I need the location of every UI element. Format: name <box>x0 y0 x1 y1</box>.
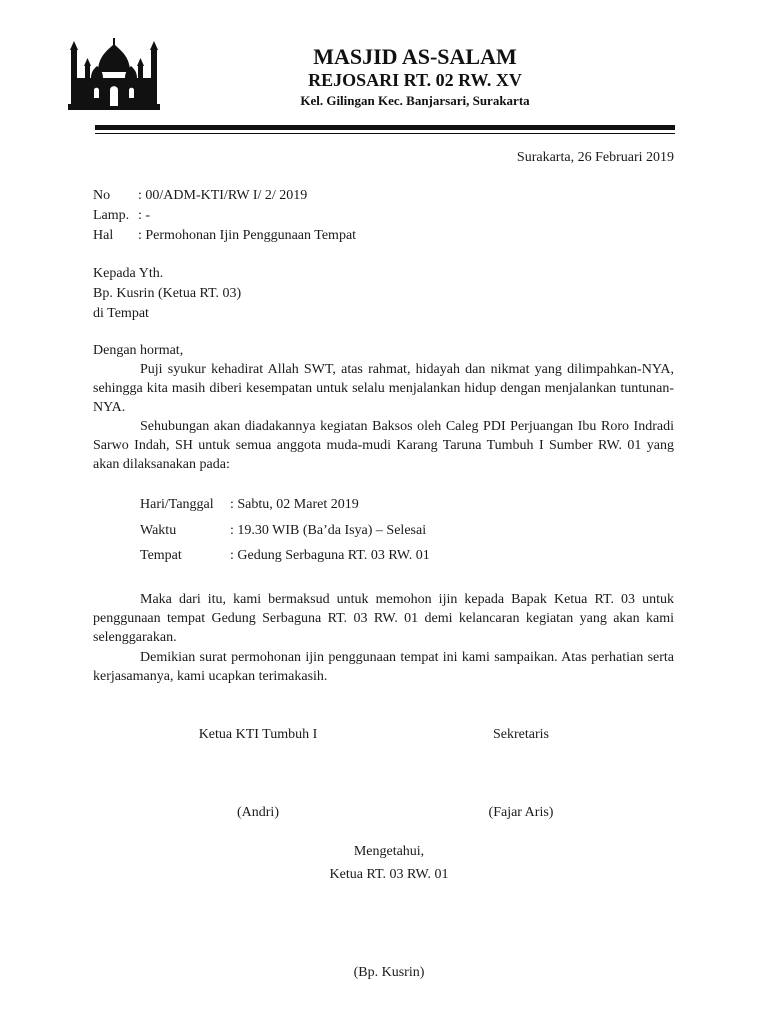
event-time-label: Waktu <box>140 523 177 538</box>
acknowledge-title: Ketua RT. 03 RW. 01 <box>329 867 449 882</box>
signer-left-title: Ketua KTI Tumbuh I <box>198 727 318 742</box>
organization-address-line1: REJOSARI RT. 02 RW. XV <box>308 70 522 90</box>
place-date: Surakarta, 26 Februari 2019 <box>516 150 674 165</box>
letterhead-divider-thin <box>95 133 675 134</box>
no-label: No <box>93 188 111 203</box>
paragraph-purpose: Sehubungan akan diadakannya kegiatan Baksos oleh Caleg PDI Perjuangan Ibu Roro Indradi Sarwo Indah, SH untuk semua anggota muda-mudi Karang Taruna Tumbuh I Sumber RW. 01 yang akan dilaksanakan pada: <box>93 419 674 472</box>
hal-value: : Permohonan Ijin Penggunaan Tempat <box>138 228 357 243</box>
greeting: Dengan hormat, <box>93 343 184 358</box>
signer-right-name: (Fajar Aris) <box>488 805 554 820</box>
paragraph-closing: Demikian surat permohonan ijin penggunaan tempat ini kami sampaikan. Atas perhatian serta kerjasamanya, kami ucapkan terimakasih. <box>93 650 674 684</box>
acknowledge-label: Mengetahui, <box>353 844 425 859</box>
signer-left-name: (Andri) <box>237 805 279 820</box>
signer-right-title: Sekretaris <box>493 727 549 742</box>
paragraph-request: Maka dari itu, kami bermaksud untuk memohon ijin kepada Bapak Ketua RT. 03 untuk penggunaan tempat Gedung Serbaguna RT. 03 RW. 01 demi kelancaran kegiatan yang akan kami selenggarakan. <box>93 592 674 645</box>
event-place-value: : Gedung Serbaguna RT. 03 RW. 01 <box>230 548 430 563</box>
hal-label: Hal <box>93 228 114 243</box>
recipient-line2: Bp. Kusrin (Ketua RT. 03) <box>93 286 242 301</box>
paragraph-opening: Puji syukur kehadirat Allah SWT, atas rahmat, hidayah dan nikmat yang dilimpahkan-NYA, sehingga kita masih diberi kesempatan untuk selalu menjalankan hidup dengan menjalankan tuntunan-NYA. <box>93 362 674 415</box>
recipient-line3: di Tempat <box>93 306 149 321</box>
event-date-label: Hari/Tanggal <box>140 497 214 512</box>
lamp-label: Lamp. <box>93 208 130 223</box>
organization-address-line2: Kel. Gilingan Kec. Banjarsari, Surakarta <box>300 93 530 108</box>
recipient-line1: Kepada Yth. <box>93 266 164 281</box>
lamp-value: : - <box>138 208 151 223</box>
letterhead-divider-thick <box>95 125 675 130</box>
event-time-value: : 19.30 WIB (Ba’da Isya) – Selesai <box>230 523 427 538</box>
mosque-silhouette-icon <box>68 38 160 110</box>
event-place-label: Tempat <box>140 548 182 563</box>
acknowledge-name: (Bp. Kusrin) <box>353 965 425 980</box>
organization-name: MASJID AS-SALAM <box>313 44 517 69</box>
event-date-value: : Sabtu, 02 Maret 2019 <box>230 497 359 512</box>
no-value: : 00/ADM-KTI/RW I/ 2/ 2019 <box>138 188 308 203</box>
